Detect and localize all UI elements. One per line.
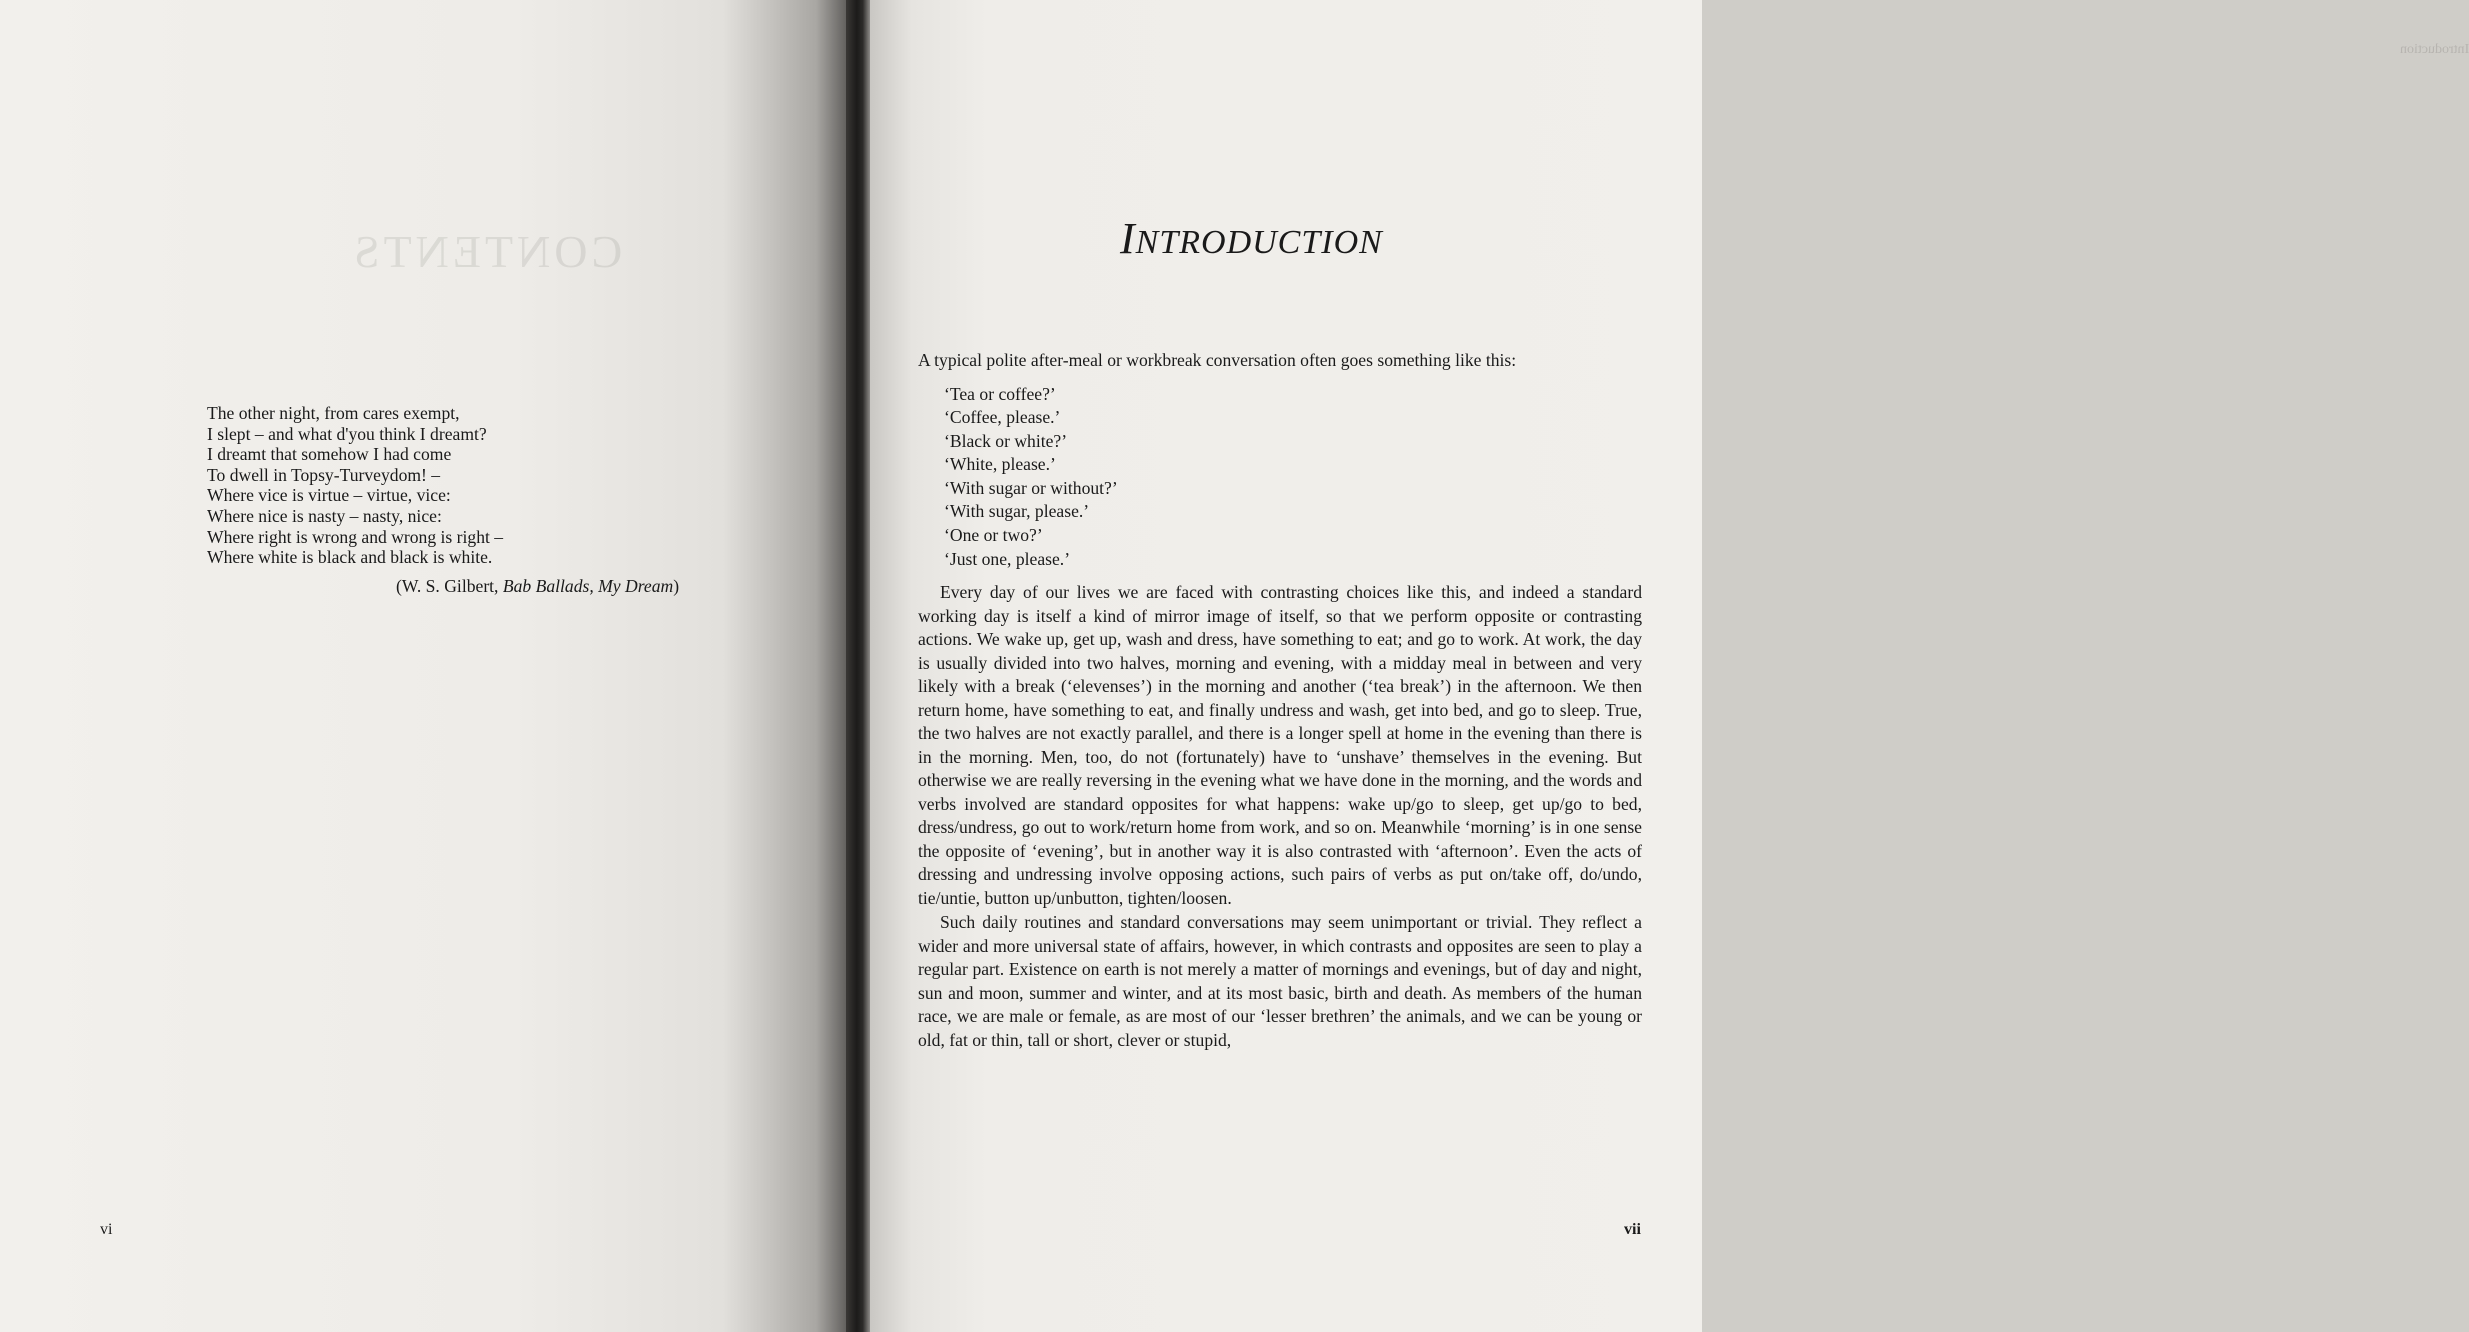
chapter-body <box>918 349 1642 1052</box>
dialogue-line: ‘With sugar or without?’ <box>944 477 1118 498</box>
left-page <box>0 0 850 1332</box>
book-gutter <box>846 0 870 1332</box>
attribution-work: Bab Ballads, My Dream <box>502 576 674 596</box>
poem-line: Where vice is virtue – virtue, vice: <box>207 485 451 506</box>
dialogue-line: ‘Just one, please.’ <box>944 548 1071 569</box>
poem-line: Where white is black and black is white. <box>207 547 493 568</box>
poem-line: I dreamt that somehow I had come <box>207 444 452 465</box>
dialogue-line: ‘Coffee, please.’ <box>944 407 1061 428</box>
show-through-heading: CONTENTS <box>350 226 623 277</box>
chapter-title-rest: NTRODUCTION <box>1135 224 1383 261</box>
chapter-title <box>1120 213 1383 264</box>
attribution-author: (W. S. Gilbert, <box>396 576 503 596</box>
show-through-running-head: Introduction <box>2400 42 2469 57</box>
body-paragraph: Such daily routines and standard conversations may seem unimportant or trivial. They reflect a wider and more universal state of affairs, however, in which contrasts and opposites are seen to play a regular part. Existence on earth is not merely a matter of mornings and evenings, but of day and night, sun and moon, summer and winter, and at its most basic, birth and death. As members of the human race, we are male or female, as are most of our ‘lesser brethren’ the animals, and we can be young or old, fat or thin, tall or short, clever or stupid, <box>918 912 1642 1050</box>
dialogue-block <box>944 383 1642 572</box>
poem-line: Where right is wrong and wrong is right – <box>207 526 504 547</box>
chapter-title-initial: I <box>1120 214 1136 263</box>
epigraph-attribution <box>396 576 679 597</box>
poem-line: I slept – and what d'you think I dreamt? <box>207 423 487 444</box>
intro-paragraph: A typical polite after-meal or workbreak conversation often goes something like this: <box>918 350 1517 370</box>
dialogue-line: ‘With sugar, please.’ <box>944 501 1090 522</box>
dialogue-line: ‘One or two?’ <box>944 525 1043 546</box>
dialogue-line: ‘White, please.’ <box>944 454 1056 475</box>
dialogue-line: ‘Tea or coffee?’ <box>944 383 1056 404</box>
poem-line: Where nice is nasty – nasty, nice: <box>207 505 442 526</box>
dialogue-line: ‘Black or white?’ <box>944 430 1068 451</box>
poem-line: To dwell in Topsy-Turveydom! – <box>207 464 441 485</box>
page-number-left: vi <box>100 1221 113 1238</box>
epigraph-poem <box>207 403 727 568</box>
body-paragraph: Every day of our lives we are faced with contrasting choices like this, and indeed a standard working day is itself a kind of mirror image of itself, so that we perform opposite or contrasting actions. We wake up, get up, wash and dress, have something to eat; and go to work. At work, the day is usually divided into two halves, morning and evening, with a midday meal in between and very likely with a break (‘elevenses’) in the morning and another (‘tea break’) in the afternoon. We then return home, have something to eat, and finally undress and wash, get into bed, and go to sleep. True, the two halves are not exactly parallel, and there is a longer spell at home in the evening than there is in the morning. Men, too, do not (fortunately) have to ‘unshave’ themselves in the evening. But otherwise we are really reversing in the evening what we have done in the morning, and the words and verbs involved are standard opposites for what happens: wake up/go to sleep, get up/go to bed, dress/undress, go out to work/return home from work, and so on. Meanwhile ‘morning’ is in one sense the opposite of ‘evening’, but in another way it is also contrasted with ‘afternoon’. Even the acts of dressing and undressing involve opposing actions, such pairs of verbs as put on/take off, do/undo, tie/untie, button up/unbutton, tighten/loosen. <box>918 582 1642 908</box>
attribution-close: ) <box>673 576 680 596</box>
poem-line: The other night, from cares exempt, <box>207 403 460 423</box>
page-number-right: vii <box>1624 1221 1641 1238</box>
